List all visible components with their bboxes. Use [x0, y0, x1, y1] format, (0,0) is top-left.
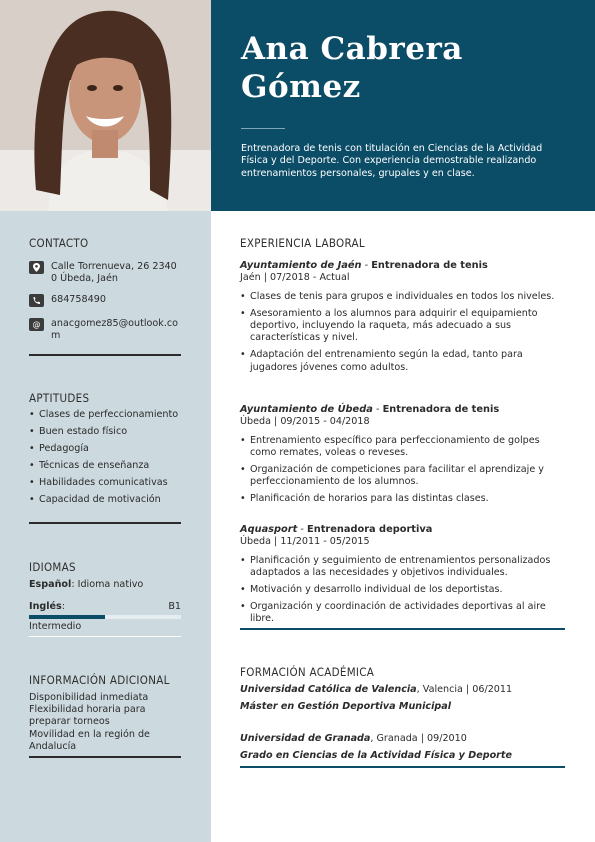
contact-section-title: CONTACTO [29, 236, 89, 250]
skills-divider [29, 522, 181, 524]
skills-list [29, 409, 184, 511]
language-spanish: Español: Idioma nativo [29, 579, 144, 590]
contact-divider [29, 354, 181, 356]
job-bullet: • Adaptación del entrenamiento según la edad, tanto para jugadores jóvenes como adultos. [240, 349, 565, 373]
profile-photo [0, 0, 211, 211]
job-meta: Úbeda | 11/2011 - 05/2015 [240, 536, 370, 548]
additional-line: Movilidad en la región de Andalucía [29, 728, 150, 752]
skill-item: • Buen estado físico [29, 426, 184, 438]
name-line-2: Gómez [241, 69, 361, 105]
job-heading: Ayuntamiento de Jaén - Entrenadora de tenis [240, 260, 488, 271]
job-entry [240, 404, 565, 511]
phone-text[interactable]: 684758490 [51, 294, 106, 305]
job-role: Entrenadora de tenis [382, 404, 500, 415]
additional-section-title: INFORMACIÓN ADICIONAL [29, 673, 170, 687]
name-divider [241, 128, 285, 129]
job-bullet: • Organización de competiciones para facilitar el aprendizaje y perfeccionamiento de los alumnos. [240, 464, 565, 488]
additional-divider [29, 756, 181, 758]
skills-section-title: APTITUDES [29, 391, 90, 405]
job-bullet: • Clases de tenis para grupos e individuales en todos los niveles. [240, 291, 565, 303]
education-heading [240, 684, 565, 696]
language-level: Intermedio [29, 621, 82, 632]
job-entry [240, 524, 565, 631]
education-section-title: FORMACIÓN ACADÉMICA [240, 665, 375, 679]
skill-item: • Pedagogía [29, 443, 184, 455]
job-bullet: • Entrenamiento específico para perfeccionamiento de golpes como remates, voleas o reveses. [240, 435, 565, 459]
job-bullet: • Planificación de horarios para las distintas clases. [240, 493, 565, 505]
education-institution: Universidad de Granada [240, 733, 371, 744]
languages-divider [29, 636, 181, 637]
profile-summary: Entrenadora de tenis con titulación en Ciencias de la Actividad Física y del Deporte. Con experiencia demostrable realizando entrenamientos personales, grupales y en clase. [241, 143, 543, 179]
skill-item: • Clases de perfeccionamiento [29, 409, 184, 421]
language-name: Español [29, 579, 72, 590]
skill-item: • Técnicas de enseñanza [29, 460, 184, 472]
job-meta: Jaén | 07/2018 - Actual [240, 272, 350, 284]
education-institution: Universidad Católica de Valencia [240, 684, 417, 695]
header-banner [211, 0, 595, 211]
education-degree: Grado en Ciencias de la Actividad Física y Deporte [240, 750, 513, 762]
name-line-1: Ana Cabrera [241, 31, 463, 67]
experience-section-title: EXPERIENCIA LABORAL [240, 236, 365, 250]
language-proficiency-bar [29, 615, 181, 619]
language-english: Inglés: B1 [29, 601, 181, 612]
job-bullet: • Motivación y desarrollo individual de los deportistas. [240, 584, 565, 596]
additional-info [29, 692, 179, 753]
location-icon [29, 261, 44, 274]
skill-item: • Habilidades comunicativas [29, 477, 184, 489]
language-level: Idioma nativo [77, 579, 144, 590]
language-name: Inglés [29, 601, 62, 612]
job-meta: Úbeda | 09/2015 - 04/2018 [240, 416, 370, 428]
job-entry [240, 260, 565, 379]
education-meta: , Granada | 09/2010 [370, 733, 467, 744]
languages-section-title: IDIOMAS [29, 560, 76, 574]
job-role: Entrenadora de tenis [371, 260, 488, 271]
education-entry [240, 733, 565, 762]
education-meta: , Valencia | 06/2011 [416, 684, 513, 695]
job-bullets [240, 291, 565, 374]
job-bullets [240, 555, 565, 626]
education-divider [240, 766, 565, 768]
language-code: B1 [168, 601, 181, 612]
job-bullet: • Planificación y seguimiento de entrenamientos personalizados adaptados a las necesidades y objetivos individuales. [240, 555, 565, 579]
job-organization: Ayuntamiento de Jaén [240, 260, 362, 271]
education-entry [240, 684, 565, 713]
job-bullets [240, 435, 565, 506]
job-organization: Aquasport [240, 524, 298, 535]
language-proficiency-fill [29, 615, 105, 619]
job-organization: Ayuntamiento de Úbeda [240, 404, 373, 415]
job-role: Entrenadora deportiva [307, 524, 433, 535]
job-heading: Aquasport - Entrenadora deportiva [240, 524, 433, 535]
email-icon: @ [29, 318, 44, 331]
skill-item: • Capacidad de motivación [29, 494, 184, 506]
candidate-name [241, 30, 463, 106]
job-heading: Ayuntamiento de Úbeda - Entrenadora de tenis [240, 404, 500, 415]
education-heading [240, 733, 565, 745]
phone-icon [29, 294, 44, 307]
job-bullet: • Asesoramiento a los alumnos para adquirir el equipamiento deportivo, incluyendo la raqueta, más adecuado a sus características y nivel. [240, 308, 565, 345]
email-text[interactable]: anacgomez85@outlook.com [51, 318, 179, 342]
education-degree: Máster en Gestión Deportiva Municipal [240, 701, 452, 713]
job-bullet: • Organización y coordinación de actividades deportivas al aire libre. [240, 601, 565, 625]
experience-divider [240, 628, 565, 630]
additional-line: Disponibilidad inmediata [29, 692, 149, 703]
additional-line: Flexibilidad horaria para preparar torneos [29, 704, 146, 728]
address-text: Calle Torrenueva, 26 23400 Úbeda, Jaén [51, 261, 177, 285]
